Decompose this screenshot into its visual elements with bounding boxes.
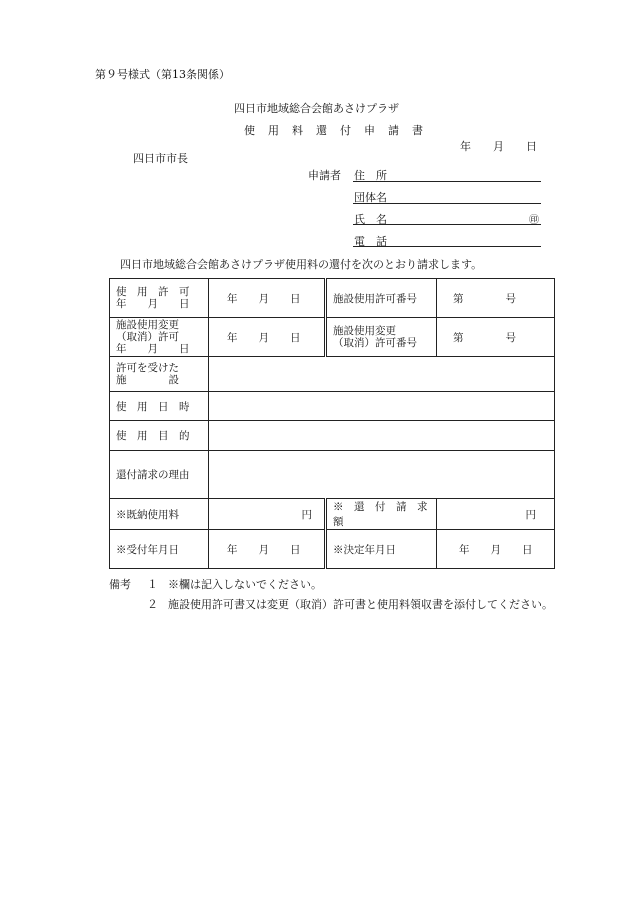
table-row-usage-datetime xyxy=(110,392,555,421)
address-line[interactable] xyxy=(353,181,541,182)
table-row-change-permit xyxy=(110,318,555,357)
refund-application-table xyxy=(109,278,555,569)
remark-2-text: 施設使用許可書又は変更（取消）許可書と使用料領収書を添付してください。 xyxy=(168,598,553,611)
refund-reason-field[interactable] xyxy=(209,451,555,499)
intro-sentence: 四日市地域総合会館あさけプラザ使用料の還付を次のとおり請求します。 xyxy=(120,258,483,271)
form-title: 使 用 料 還 付 申 請 書 xyxy=(244,124,424,137)
table-row-dates xyxy=(110,530,555,569)
table-row-usage-purpose xyxy=(110,421,555,451)
refund-amount-label: ※ 還 付 請 求 額 xyxy=(326,499,437,530)
received-date-field[interactable]: 年 月 日 xyxy=(209,530,326,569)
change-permit-number-label: 施設使用変更 （取消）許可番号 xyxy=(326,318,437,357)
name-line[interactable] xyxy=(353,224,541,225)
addressee: 四日市市長 xyxy=(133,152,188,165)
permit-date-label: 使 用 許 可 年 月 日 xyxy=(110,279,209,318)
phone-label: 電 話 xyxy=(354,235,387,248)
address-label: 住 所 xyxy=(354,169,387,182)
decision-date-label: ※決定年月日 xyxy=(326,530,437,569)
table-row-fees xyxy=(110,499,555,530)
permit-date-field[interactable]: 年 月 日 xyxy=(209,279,326,318)
decision-date-field[interactable]: 年 月 日 xyxy=(437,530,555,569)
change-permit-date-field[interactable]: 年 月 日 xyxy=(209,318,326,357)
permitted-facility-label: 許可を受けた 施 設 xyxy=(110,357,209,392)
change-permit-number-field[interactable]: 第 号 xyxy=(437,318,555,357)
date-line: 年 月 日 xyxy=(460,140,537,153)
usage-purpose-label: 使 用 目 的 xyxy=(110,421,209,451)
usage-purpose-field[interactable] xyxy=(209,421,555,451)
remark-2-number: ２ xyxy=(147,598,158,611)
permitted-facility-field[interactable] xyxy=(209,357,555,392)
form-number: 第９号様式（第13条関係） xyxy=(95,68,230,81)
usage-datetime-label: 使 用 日 時 xyxy=(110,392,209,421)
facility-name: 四日市地域総合会館あさけプラザ xyxy=(234,102,399,115)
change-permit-date-label: 施設使用変更 （取消）許可 年 月 日 xyxy=(110,318,209,357)
remarks-label: 備考 xyxy=(109,578,131,591)
table-row-permit-date xyxy=(110,279,555,318)
organization-line[interactable] xyxy=(353,203,541,204)
received-date-label: ※受付年月日 xyxy=(110,530,209,569)
table-row-refund-reason xyxy=(110,451,555,499)
remark-1-text: ※欄は記入しないでください。 xyxy=(168,578,322,591)
seal-mark: ㊞ xyxy=(529,215,539,226)
phone-line[interactable] xyxy=(353,246,541,247)
refund-amount-field[interactable]: 円 xyxy=(437,499,555,530)
usage-datetime-field[interactable] xyxy=(209,392,555,421)
organization-label: 団体名 xyxy=(354,191,387,204)
table-row-facility xyxy=(110,357,555,392)
permit-number-field[interactable]: 第 号 xyxy=(437,279,555,318)
permit-number-label: 施設使用許可番号 xyxy=(326,279,437,318)
name-label: 氏 名 xyxy=(354,213,387,226)
paid-fee-field[interactable]: 円 xyxy=(209,499,326,530)
paid-fee-label: ※既納使用料 xyxy=(110,499,209,530)
remark-1-number: １ xyxy=(147,578,158,591)
refund-reason-label: 還付請求の理由 xyxy=(110,451,209,499)
applicant-label: 申請者 xyxy=(308,169,341,182)
